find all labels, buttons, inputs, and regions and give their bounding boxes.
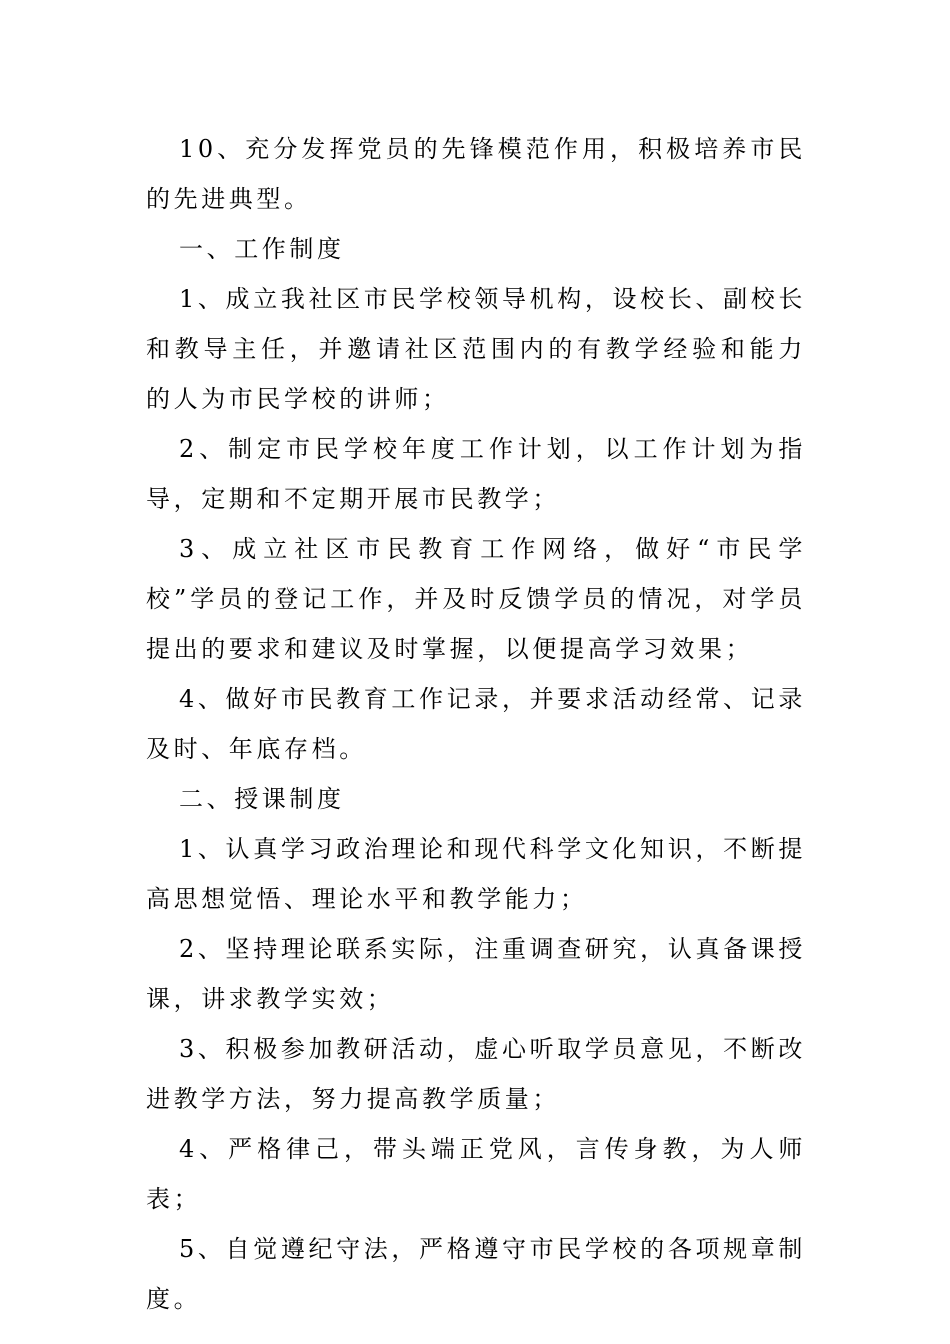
heading-work-system: 一、工作制度: [179, 235, 345, 263]
paragraph-work-1: 1、成立我社区市民学校领导机构，设校长、副校长和教导主任，并邀请社区范围内的有教学经验和能力的人为市民学校的讲师；: [146, 285, 806, 413]
heading-teaching-system: 二、授课制度: [179, 785, 345, 813]
paragraph-teaching-5: 5、自觉遵纪守法，严格遵守市民学校的各项规章制度。: [146, 1235, 806, 1313]
paragraph-party-members: 10、充分发挥党员的先锋模范作用，积极培养市民的先进典型。: [146, 135, 806, 213]
paragraph-teaching-1: 1、认真学习政治理论和现代科学文化知识，不断提高思想觉悟、理论水平和教学能力；: [146, 835, 806, 913]
paragraph-work-2: 2、制定市民学校年度工作计划，以工作计划为指导，定期和不定期开展市民教学；: [146, 435, 806, 513]
paragraph-work-4: 4、做好市民教育工作记录，并要求活动经常、记录及时、年底存档。: [146, 685, 806, 763]
paragraph-teaching-2: 2、坚持理论联系实际，注重调查研究，认真备课授课，讲求教学实效；: [146, 935, 806, 1013]
paragraph-work-3: 3、成立社区市民教育工作网络，做好“市民学校”学员的登记工作，并及时反馈学员的情况，对学员提出的要求和建议及时掌握，以便提高学习效果；: [146, 535, 806, 663]
paragraph-teaching-4: 4、严格律己，带头端正党风，言传身教，为人师表；: [146, 1135, 806, 1213]
document-body: [146, 124, 806, 1324]
paragraph-teaching-3: 3、积极参加教研活动，虚心听取学员意见，不断改进教学方法，努力提高教学质量；: [146, 1035, 806, 1113]
